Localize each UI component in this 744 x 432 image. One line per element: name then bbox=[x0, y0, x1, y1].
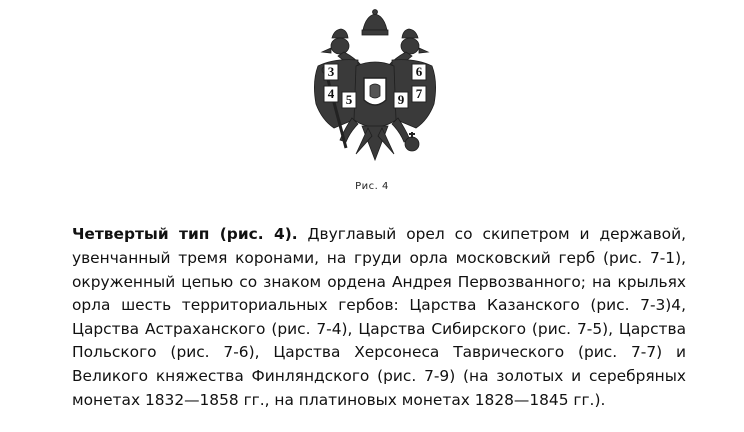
paragraph-text: Двуглавый орел со скипетром и державой, увенчанный тремя коронами, на груди орла московский герб (рис. 7-1), окруженный цепью со знаком ордена Андрея Первозванного; на крыльях орла шесть территориальных гербов: Царства Казанского (рис. 7-3)4, Царства Астраханского (рис. 7-4), Царства Сибирского (рис. 7-5), Царства Польского (рис. 7-6), Царства Херсонеса Таврического (рис. 7-7) и Великого княжества Финляндского (рис. 7-9) (на золотых и серебряных монетах 1832—1858 гг., на платиновых монетах 1828—1845 гг.). bbox=[72, 225, 686, 409]
shield-number: 3 bbox=[327, 64, 335, 79]
double-headed-eagle-icon bbox=[300, 8, 450, 168]
body-paragraph bbox=[72, 223, 686, 412]
shield-number: 9 bbox=[397, 92, 405, 107]
shield-number: 6 bbox=[415, 64, 423, 79]
paragraph-lead: Четвертый тип (рис. 4). bbox=[72, 225, 298, 244]
figure-caption: Рис. 4 bbox=[355, 181, 389, 192]
shield-number: 5 bbox=[345, 92, 353, 107]
figure bbox=[0, 0, 744, 200]
shield-number: 7 bbox=[415, 86, 423, 101]
shield-number: 4 bbox=[327, 86, 335, 101]
